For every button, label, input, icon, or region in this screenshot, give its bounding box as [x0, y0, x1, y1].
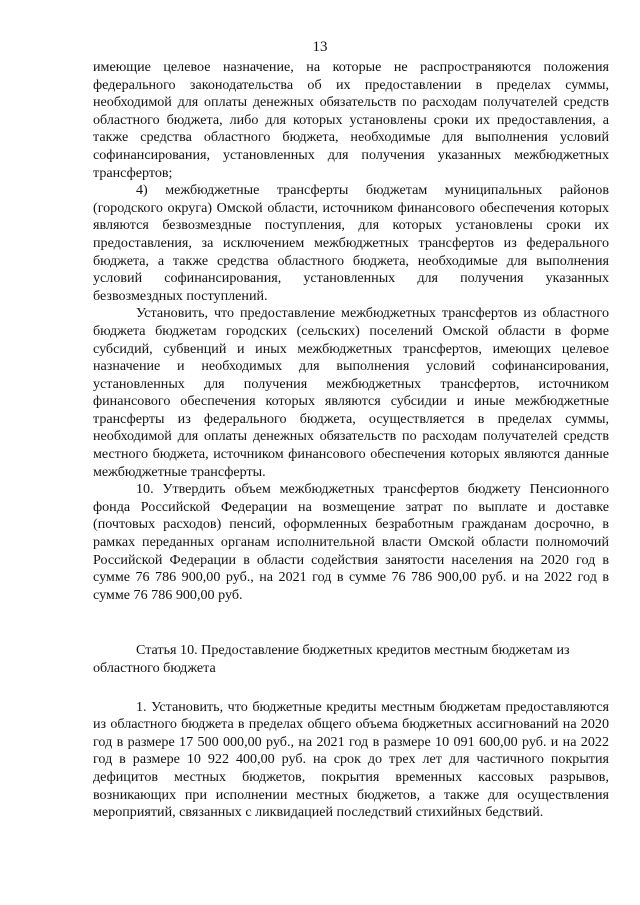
article-heading: Статья 10. Предоставление бюджетных кредитов местным бюджетам из областного бюджета — [93, 642, 570, 676]
page-number: 13 — [312, 39, 328, 55]
paragraph-establish: Установить, что предоставление межбюджетных трансфертов из областного бюджета бюджетам городских (сельских) поселений Омской области в форме субсидий, субвенций и иных межбюджетных трансфертов, имеющих целевое назначение и необходимых для выполнения условий софинансирования, установленных для получения межбюджетных трансфертов, источником финансового обеспечения которых являются субсидии и иные межбюджетные трансферты из федерального бюджета, осуществляется в пределах суммы, необходимой для оплаты денежных обязательств по расходам получателей средств местного бюджета, источником финансового обеспечения которых являются данные межбюджетные трансферты. — [93, 305, 609, 480]
document-body — [93, 59, 609, 822]
article-paragraph-1: 1. Установить, что бюджетные кредиты местным бюджетам предоставляются из областного бюджета в пределах общего объема бюджетных ассигнований на 2020 год в размере 17 500 000,00 руб., на 2021 год в размере 10 091 600,00 руб. и на 2022 год в размере 10 922 400,00 руб. на срок до трех лет для частичного покрытия дефицитов местных бюджетов, покрытия временных кассовых разрывов, возникающих при исполнении местных бюджетов, а также для осуществления мероприятий, связанных с ликвидацией последствий стихийных бедствий. — [93, 698, 609, 821]
paragraph-item-10: 10. Утвердить объем межбюджетных трансфертов бюджету Пенсионного фонда Российской Федерации на возмещение затрат по выплате и доставке (почтовых расходов) пенсий, оформленных безработным гражданам досрочно, в рамках переданных органам исполнительной власти Омской области полномочий Российской Федерации в области содействия занятости населения на 2020 год в сумме 76 786 900,00 руб., на 2021 год в сумме 76 786 900,00 руб. и на 2022 год в сумме 76 786 900,00 руб. — [93, 481, 609, 603]
paragraph-item-4: 4) межбюджетные трансферты бюджетам муниципальных районов (городского округа) Омской области, источником финансового обеспечения которых являются безвозмездные поступления, для которых установлены сроки их предоставления, за исключением межбюджетных трансфертов из федерального бюджета, а также средства областного бюджета, необходимые для выполнения условий софинансирования, установленных для получения указанных безвозмездных поступлений. — [93, 182, 609, 304]
paragraph-continuation: имеющие целевое назначение, на которые не распространяются положения федерального законодательства об их предоставлении в пределах суммы, необходимой для оплаты денежных обязательств по расходам получателей средств областного бюджета, либо для которых установлены сроки их предоставления, а также средства областного бюджета, необходимые для выполнения условий софинансирования, установленных для получения указанных межбюджетных трансфертов; — [93, 59, 609, 181]
